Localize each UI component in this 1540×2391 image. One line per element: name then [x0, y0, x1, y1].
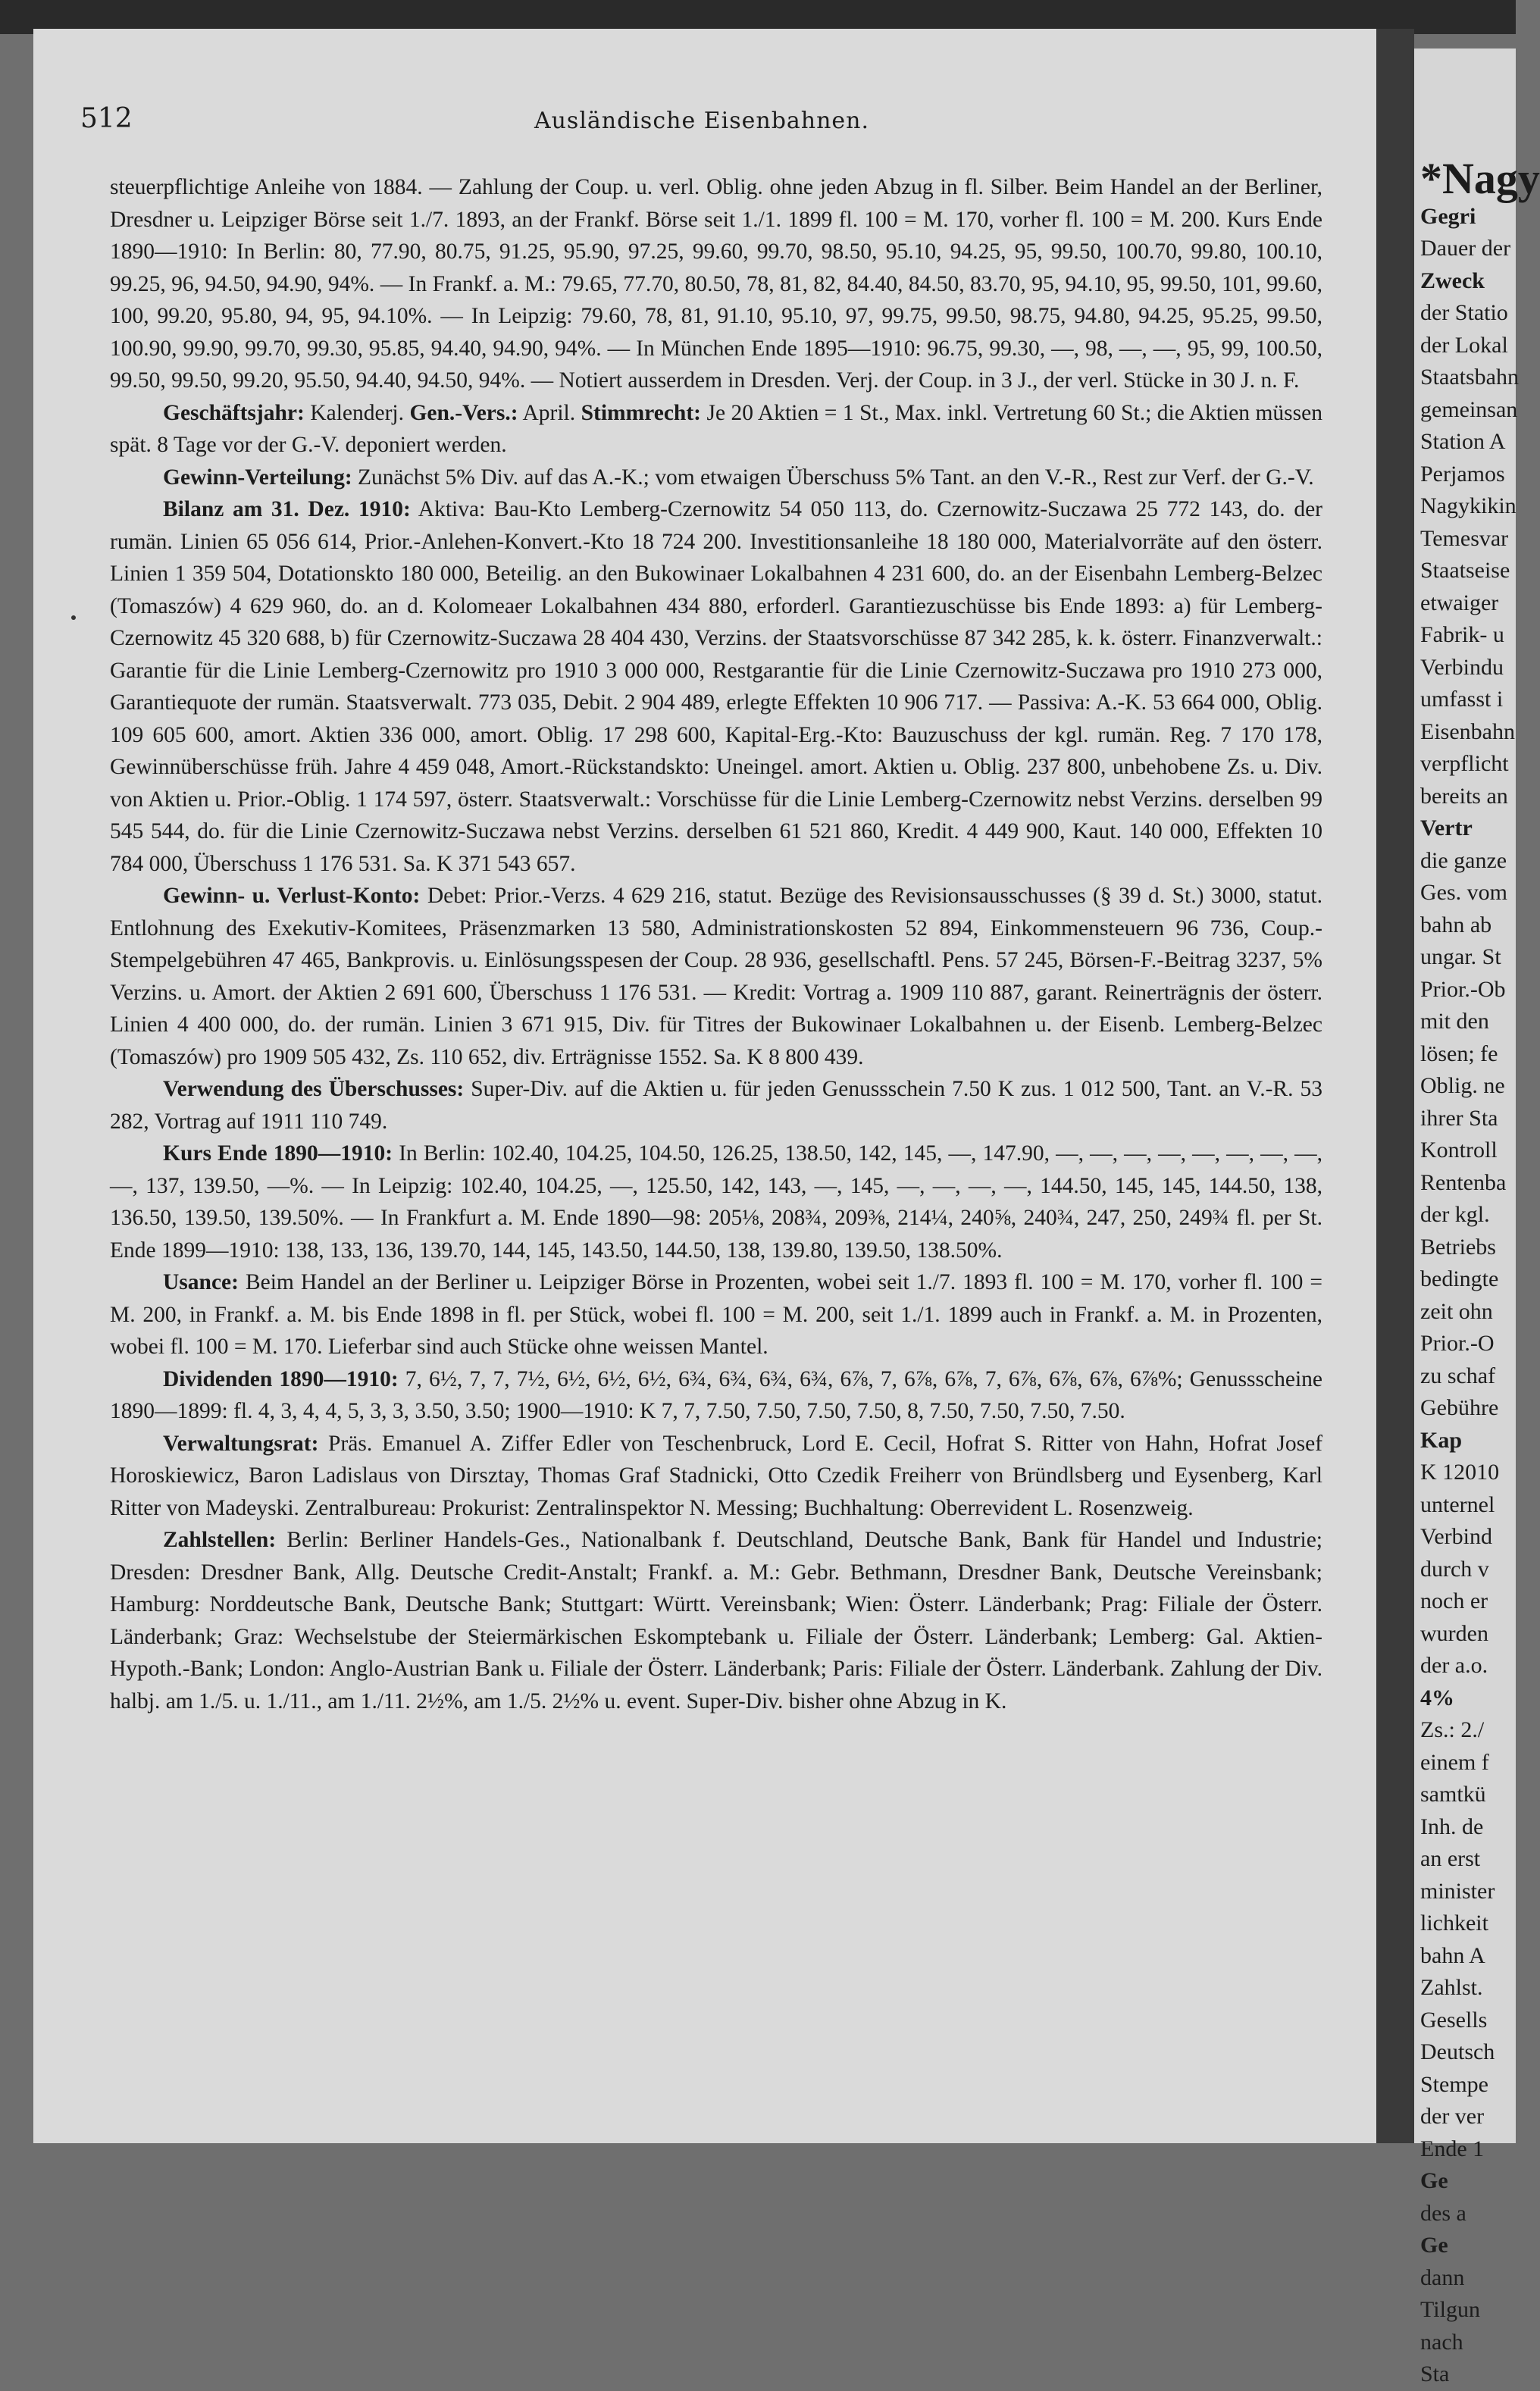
right-column-line: Staatsbahn [1420, 365, 1519, 390]
right-column-line: Staatseise [1420, 558, 1510, 583]
right-column-line: lichkeit [1420, 1911, 1488, 1936]
right-column-line: Temesvar [1420, 525, 1509, 551]
right-column-line: Station A [1420, 429, 1506, 454]
right-column-line: lösen; fe [1420, 1041, 1498, 1066]
paragraph-text: Aktiva: Bau-Kto Lemberg-Czernowitz 54 050 113, do. Czernowitz-Suczawa 25 772 143, do. der rumän. Linien 65 056 614, Prior.-Anlehen-Konvert.-Kto 18 724 200. Investitionsanleihe 18 180 000, Materialvorräte auf den österr. Linien 1 359 504, Dotationskto 180 000, Beteilig. an den Bukowinaer Lokalbahnen 4 231 600, do. an der Eisenbahn Lemberg-Belzec (Tomaszów) 4 629 960, do. an d. Kolomeaer Lokalbahnen 434 880, erforderl. Garantiezuschüsse bis Ende 1893: a) für Lemberg-Czernowitz 45 320 688, b) für Czernowitz-Suczawa 28 404 430, Verzins. der Staatsvorschüsse 87 342 285, k. k. österr. Finanzverwalt.: Garantie für die Linie Lemberg-Czernowitz pro 1910 3 000 000, Restgarantie für die Linie Czernowitz-Suczawa pro 1910 273 000, Garantiequote der rumän. Staatsverwalt. 773 035, Debit. 2 904 489, erlegte Effekten 10 906 717. — Passiva: A.-K. 53 664 000, Oblig. 109 605 600, amort. Aktien 336 000, amort. Oblig. 17 298 600, Kapital-Erg.-Kto: Bauzuschuss der kgl. rumän. Reg. 7 170 178, Gewinnüberschüsse früh. Jahre 4 459 048, Amort.-Rückstandskto: Uneingel. amort. Aktien u. Oblig. 237 800, unbehobene Zs. u. Div. von Aktien u. Prior.-Oblig. 1 174 597, österr. Staatsverwalt.: Vorschüsse für die Linie Lemberg-Czernowitz nebst Verzins. derselben 99 545 544, do. für die Linie Czernowitz-Suczawa nebst Verzins. derselben 61 521 860, Kredit. 4 449 900, Kaut. 140 000, Effekten 10 784 000, Überschuss 1 176 531. Sa. K 371 543 657. [110, 497, 1322, 876]
page-header [80, 103, 1323, 149]
right-column-line: Rentenba [1420, 1169, 1507, 1195]
section-heading: Gewinn- u. Verlust-Konto: [163, 884, 421, 908]
right-column-line: Ge [1420, 2233, 1448, 2258]
right-column-line: bedingte [1420, 1266, 1499, 1291]
section-heading: Bilanz am 31. Dez. 1910: [163, 497, 411, 521]
right-column-line: verpflicht [1420, 751, 1509, 776]
page-right [1414, 49, 1540, 2386]
right-column-line: noch er [1420, 1588, 1488, 1613]
page-number: 512 [80, 103, 133, 134]
right-column-line: Fabrik- u [1420, 622, 1504, 647]
article-body [110, 171, 1322, 1717]
right-column-line: Verbindu [1420, 654, 1504, 680]
right-column-line: zu schaf [1420, 1363, 1496, 1388]
running-head: Ausländische Eisenbahnen. [534, 108, 870, 134]
section-heading: Gen.-Vers.: [409, 400, 518, 425]
paragraph-1 [110, 397, 1322, 462]
right-column-line: des a [1420, 2200, 1466, 2226]
paragraph-text: Je 20 Aktien = 1 St., Max. inkl. Vertretung 60 St.; die Aktien müssen spät. 8 Tage vor der G.-V. deponiert werden. [110, 400, 1322, 457]
paragraph-text: steuerpflichtige Anleihe von 1884. — Zahlung der Coup. u. verl. Oblig. ohne jeden Abzug in fl. Silber. Beim Handel an der Berliner, Dresdner u. Leipziger Börse seit 1./7. 1893, an der Frankf. Börse seit 1./1. 1899 fl. 100 = M. 170, vorher fl. 100 = M. 200. Kurs Ende 1890—1910: In Berlin: 80, 77.90, 80.75, 91.25, 95.90, 97.25, 99.60, 99.70, 98.50, 95.10, 94.25, 95, 99.50, 100.70, 99.80, 100.10, 99.25, 96, 94.50, 94.90, 94%. — In Frankf. a. M.: 79.65, 77.70, 80.50, 78, 81, 82, 84.40, 84.50, 83.70, 95, 94.10, 95, 99.50, 101, 99.60, 100, 99.20, 95.80, 94, 95, 94.10%. — In Leipzig: 79.60, 78, 81, 91.10, 95.10, 97, 99.75, 99.50, 98.75, 94.80, 94.25, 95.25, 99.50, 100.90, 99.90, 99.70, 99.30, 95.85, 94.40, 94.90, 94%. — In München Ende 1895—1910: 96.75, 99.30, —, 98, —, —, 95, 99, 100.50, 99.50, 99.50, 99.20, 95.50, 94.40, 94.50, 94%. — Notiert ausserdem in Dresden. Verj. der Coup. in 3 J., der verl. Stücke in 30 J. n. F. [110, 175, 1322, 393]
section-heading: Usance: [163, 1270, 239, 1294]
paragraph-8 [110, 1363, 1322, 1428]
right-column-line: Oblig. ne [1420, 1073, 1505, 1098]
paragraph-0 [110, 171, 1322, 397]
section-heading: Dividenden 1890—1910: [163, 1366, 399, 1391]
right-column-line: gemeinsan [1420, 396, 1518, 422]
paragraph-text: Kalenderj. [304, 400, 410, 425]
ink-speck [71, 615, 76, 620]
book-gutter [1376, 29, 1414, 2143]
right-column-line: Tilgun [1420, 2297, 1480, 2322]
right-column-line: an erst [1420, 1846, 1481, 1871]
right-column-line: Deutsch [1420, 2039, 1495, 2064]
right-column-line: Inh. de [1420, 1814, 1484, 1839]
right-column-line: ihrer Sta [1420, 1105, 1498, 1131]
right-column-line: dann [1420, 2264, 1465, 2290]
paragraph-text: April. [518, 400, 581, 425]
section-heading: Kurs Ende 1890—1910: [163, 1141, 393, 1166]
paragraph-text: Präs. Emanuel A. Ziffer Edler von Teschenbruck, Lord E. Cecil, Hofrat S. Ritter von Hahn, Hofrat Josef Horoskiewicz, Baron Ladislaus von Dirsztay, Thomas Graf Stadnicki, Otto Czedik Freiherr von Bründlsberg und Eysenberg, Karl Ritter von Madeyski. Zentralbureau: Prokurist: Zentralinspektor N. Messing; Buchhaltung: Oberrevident L. Rosenzweig. [110, 1431, 1322, 1520]
right-column-line: Ende 1 [1420, 2136, 1485, 2161]
paragraph-5 [110, 1073, 1322, 1138]
section-heading: Stimmrecht: [581, 400, 701, 425]
right-column-line: die ganze [1420, 847, 1507, 873]
paragraph-2 [110, 462, 1322, 494]
right-column-line: Prior.-Ob [1420, 976, 1506, 1002]
right-column-line: der a.o. [1420, 1653, 1488, 1678]
right-column-line: Ge [1420, 2168, 1448, 2193]
section-heading: Verwendung des Überschusses: [163, 1077, 465, 1101]
right-column-line: Zahlst. [1420, 1975, 1483, 2000]
right-column-line: einem f [1420, 1749, 1489, 1775]
right-column-line: mit den [1420, 1009, 1489, 1034]
paragraph-text: Debet: Prior.-Verzs. 4 629 216, statut. Bezüge des Revisionsausschusses (§ 39 d. St.) 3000, statut. Entlohnung des Exekutiv-Komitees, Präsenzmarken 13 580, Administrationskosten 52 894, Einkommensteuern 96 736, Coup.-Stempelgebühren 47 465, Bankprovis. u. Einlösungsspesen der Coup. 28 936, gesellschaftl. Pens. 57 245, Börsen-F.-Beitrag 3237, 5% Verzins. u. Amort. der Aktien 2 691 600, Überschuss 1 176 531. — Kredit: Vortrag a. 1909 110 887, garant. Reinerträgnis der österr. Linien 4 400 000, do. der rumän. Linien 3 671 915, Div. für Titres der Bukowinaer Lokalbahnen u. der Eisenb. Lemberg-Belzec (Tomaszów) pro 1909 505 432, Zs. 110 652, div. Erträgnisse 1552. Sa. K 8 800 439. [110, 884, 1322, 1069]
right-column-line: der Statio [1420, 300, 1508, 325]
right-column-line: Kap [1420, 1427, 1463, 1453]
paragraph-6 [110, 1138, 1322, 1266]
right-column-line: Dauer der [1420, 236, 1511, 261]
right-column-line: zeit ohn [1420, 1298, 1493, 1324]
section-heading: Gewinn-Verteilung: [163, 465, 352, 490]
right-column-line: Ges. vom [1420, 880, 1507, 905]
section-heading: Geschäftsjahr: [163, 400, 305, 425]
right-column-line: Gesells [1420, 2007, 1488, 2033]
right-column-line: der Lokal [1420, 332, 1508, 358]
right-column-line: bahn ab [1420, 912, 1492, 937]
right-column-line: Prior.-O [1420, 1331, 1495, 1356]
right-column-line: bahn A [1420, 1942, 1485, 1968]
right-column-line: Betriebs [1420, 1234, 1496, 1260]
right-column-line: samtkü [1420, 1782, 1486, 1807]
paragraph-text: Beim Handel an der Berliner u. Leipziger Börse in Prozenten, wobei seit 1./7. 1893 fl. 100 = M. 170, vorher fl. 100 = M. 200, in Frankf. a. M. bis Ende 1898 in fl. per Stück, wobei fl. 100 = M. 200, seit 1./1. 1899 auch in Frankf. a. M. in Prozenten, wobei fl. 100 = M. 170. Lieferbar sind auch Stücke ohne weissen Mantel. [110, 1270, 1322, 1359]
paragraph-10 [110, 1524, 1322, 1717]
paragraph-text: Super-Div. auf die Aktien u. für jeden Genussschein 7.50 K zus. 1 012 500, Tant. an V.-R. 53 282, Vortrag auf 1911 110 749. [110, 1077, 1322, 1134]
right-column-line: wurden [1420, 1620, 1488, 1646]
right-column-line: Sta [1420, 2361, 1450, 2386]
section-heading: Verwaltungsrat: [163, 1431, 319, 1456]
right-column-line: der kgl. [1420, 1202, 1490, 1227]
paragraph-3 [110, 493, 1322, 880]
paragraph-text: 7, 6½, 7, 7, 7½, 6½, 6½, 6½, 6¾, 6¾, 6¾, 6¾, 6⅞, 7, 6⅞, 6⅞, 7, 6⅞, 6⅞, 6⅞, 6⅞%; Genussscheine 1890—1899: fl. 4, 3, 4, 4, 5, 3, 3, 3.50, 3.50; 1900—1910: K 7, 7, 7.50, 7.50, 7.50, 7.50, 8, 7.50, 7.50, 7.50, 7.50. [110, 1366, 1322, 1423]
right-column-line: Gebühre [1420, 1395, 1499, 1420]
paragraph-text: Berlin: Berliner Handels-Ges., Nationalbank f. Deutschland, Deutsche Bank, Bank für Handel und Industrie; Dresden: Dresdner Bank, Allg. Deutsche Credit-Anstalt; Frankf. a. M.: Gebr. Bethmann, Dresdner Bank, Deutsche Vereinsbank; Hamburg: Norddeutsche Bank, Deutsche Bank; Stuttgart: Württ. Vereinsbank; Wien: Österr. Länderbank; Prag: Filiale der Österr. Länderbank; Graz: Wechselstube der Steiermärkischen Eskomptebank u. Filiale der Österr. Länderbank; Lemberg: Gal. Aktien-Hypoth.-Bank; London: Anglo-Austrian Bank u. Filiale der Österr. Länderbank; Paris: Filiale der Österr. Länderbank. Zahlung der Div. halbj. am 1./5. u. 1./11., am 1./11. 2½%, am 1./5. 2½% u. event. Super-Div. bisher ohne Abzug in K. [110, 1528, 1322, 1713]
paragraph-4 [110, 880, 1322, 1073]
right-column-line: der ver [1420, 2104, 1485, 2129]
right-column-line: K 12010 [1420, 1460, 1500, 1485]
right-column-line: Eisenbahn [1420, 718, 1515, 744]
paragraph-9 [110, 1428, 1322, 1525]
right-column-line: umfasst i [1420, 687, 1504, 712]
right-column-line: Stempe [1420, 2071, 1488, 2097]
right-column-line: Zweck [1420, 268, 1485, 293]
right-column-line: Zs.: 2./ [1420, 1717, 1485, 1742]
right-column-line: Kontroll [1420, 1138, 1498, 1163]
right-column-line: *Nagy [1420, 154, 1540, 203]
right-column-line: minister [1420, 1878, 1495, 1904]
right-column-line: bereits an [1420, 783, 1508, 809]
right-page-column-fragment [1420, 154, 1540, 2391]
right-column-line: unternel [1420, 1491, 1495, 1517]
paragraph-7 [110, 1266, 1322, 1363]
right-column-line: 4% [1420, 1685, 1454, 1710]
paragraph-text: Zunächst 5% Div. auf das A.-K.; vom etwaigen Überschuss 5% Tant. an den V.-R., Rest zur Verf. der G.-V. [352, 465, 1314, 490]
right-column-line: Verbind [1420, 1524, 1492, 1549]
right-column-line: Gegri [1420, 203, 1476, 229]
section-heading: Zahlstellen: [163, 1528, 277, 1552]
right-column-line: Vertr [1420, 815, 1473, 840]
paragraph-text: In Berlin: 102.40, 104.25, 104.50, 126.25, 138.50, 142, 145, —, 147.90, —, —, —, —, —, —, —, —, —, 137, 139.50, —%. — In Leipzig: 102.40, 104.25, —, 125.50, 142, 143, —, 145, —, —, —, —, 144.50, 145, 145, 144.50, 138, 136.50, 139.50, 139.50%. — In Frankfurt a. M. Ende 1890—98: 205⅛, 208¾, 209⅜, 214¼, 240⅝, 240¾, 247, 250, 249¾ fl. per St. Ende 1899—1910: 138, 133, 136, 139.70, 144, 145, 143.50, 144.50, 138, 139.80, 139.50, 138.50%. [110, 1141, 1322, 1263]
right-column-line: etwaiger [1420, 590, 1499, 615]
right-column-line: Perjamos [1420, 461, 1505, 487]
right-column-line: Nagykikin [1420, 493, 1517, 518]
right-column-line: nach [1420, 2329, 1463, 2355]
right-column-line: durch v [1420, 1556, 1489, 1582]
right-column-line: ungar. St [1420, 944, 1501, 969]
